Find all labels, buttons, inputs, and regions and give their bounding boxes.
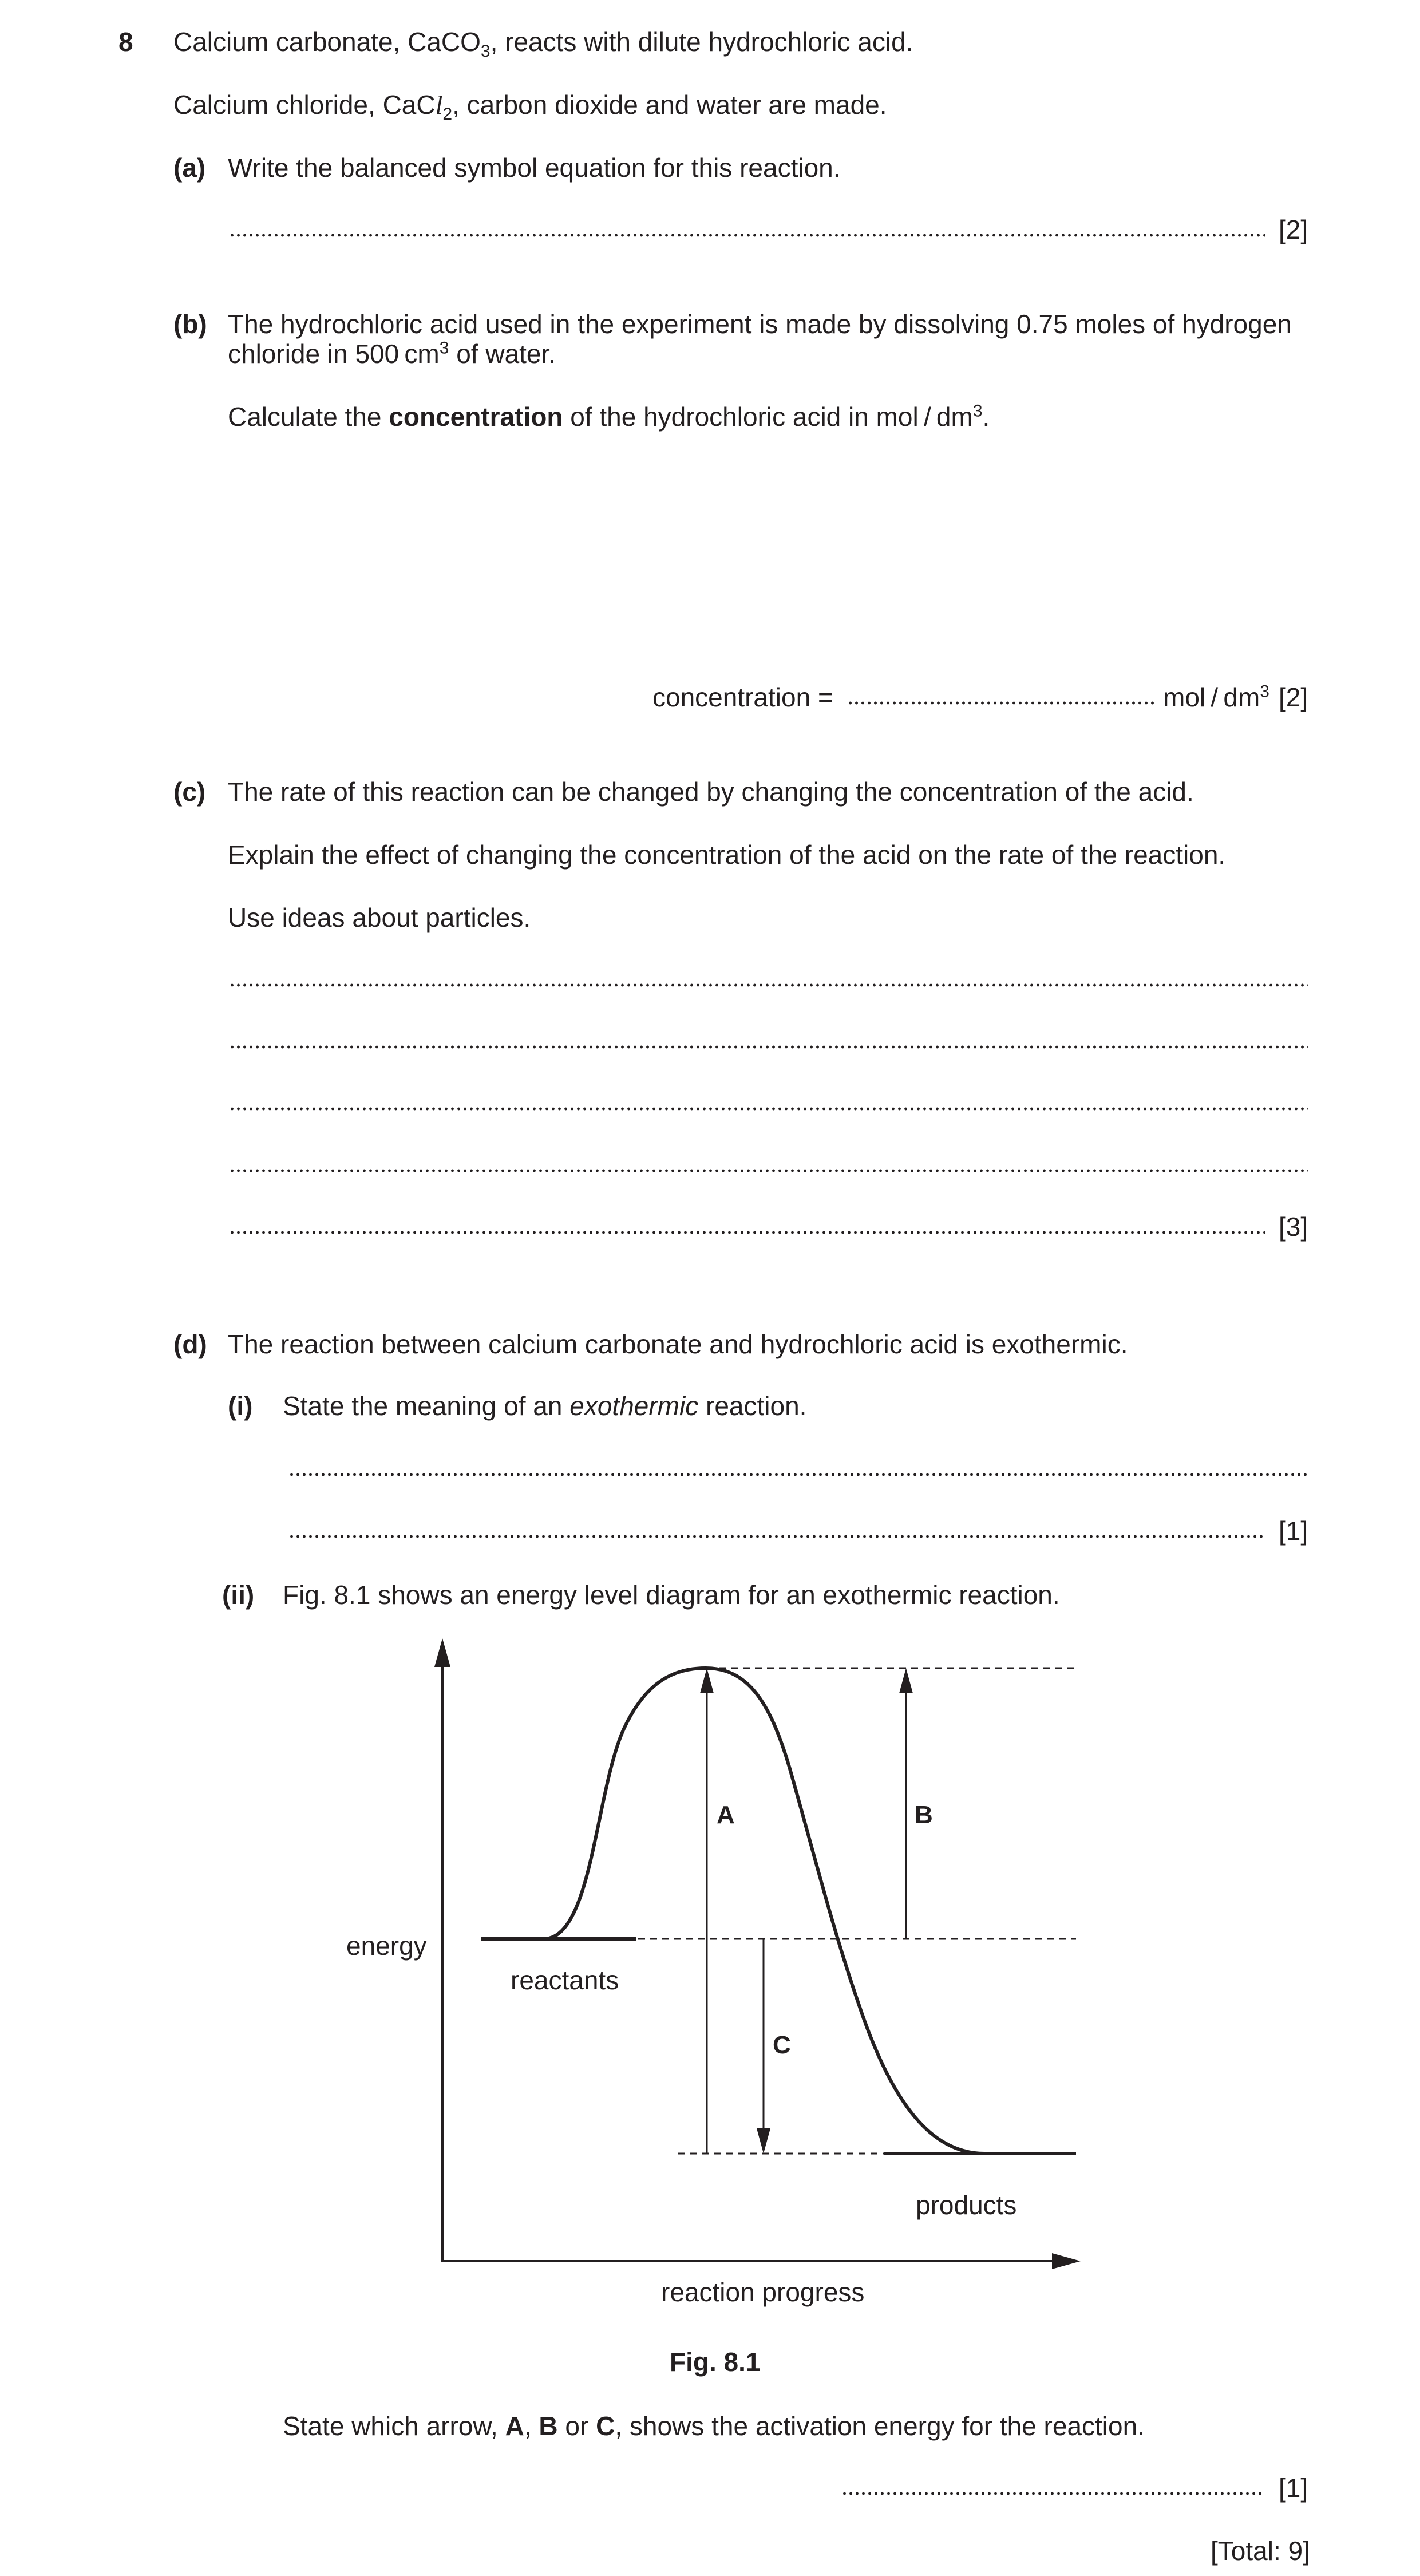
arrow-b — [899, 1668, 913, 1939]
part-c-line-1: The rate of this reaction can be changed by changing the concentration of the acid. — [228, 777, 1194, 807]
figure-caption: Fig. 8.1 — [670, 2347, 761, 2377]
part-d-ii-answer-line[interactable] — [841, 2492, 1265, 2495]
question-number: 8 — [118, 27, 133, 57]
part-b-label: (b) — [173, 309, 207, 339]
reactants-label: reactants — [511, 1965, 619, 1995]
concentration-unit: mol / $dm^3$ — [1163, 682, 1269, 712]
part-c-line-3: Use ideas about particles. — [228, 903, 531, 933]
concentration-label: concentration = — [652, 682, 833, 712]
y-axis — [434, 1638, 450, 2261]
arrow-a — [700, 1668, 714, 2154]
part-d-ii-text: Fig. 8.1 shows an energy level diagram for an exothermic reaction. — [283, 1580, 1060, 1610]
part-b-instruction: Calculate the concentration of the hydrochloric acid in mol / $dm^3$. — [228, 401, 990, 432]
part-c-label: (c) — [173, 777, 206, 807]
part-a-label: (a) — [173, 153, 206, 183]
part-a-marks: [2] — [1279, 215, 1308, 244]
arrow-c-label: C — [773, 2031, 791, 2059]
part-d-text: The reaction between calcium carbonate and hydrochloric acid is exothermic. — [228, 1329, 1128, 1359]
part-b-marks: [2] — [1279, 682, 1308, 712]
part-c-line-2: Explain the effect of changing the concentration of the acid on the rate of the reaction. — [228, 840, 1226, 870]
part-d-i-marks: [1] — [1279, 1516, 1308, 1546]
part-a-text: Write the balanced symbol equation for this reaction. — [228, 153, 841, 183]
question-stem-2: Calcium chloride, CaCl$_2$, carbon dioxide and water are made. — [173, 90, 887, 124]
question-stem-1: Calcium carbonate, CaCO$_3$, reacts with dilute hydrochloric acid. — [173, 27, 913, 61]
part-d-ii-marks: [1] — [1279, 2473, 1308, 2503]
x-axis — [441, 2253, 1081, 2269]
arrow-c — [757, 1939, 770, 2154]
part-d-label: (d) — [173, 1329, 207, 1359]
part-d-i-label: (i) — [228, 1391, 253, 1421]
part-c-marks: [3] — [1279, 1212, 1308, 1242]
part-b-line-2: chloride in 500 $cm^3$ of water. — [228, 338, 556, 369]
arrow-a-label: A — [717, 1801, 735, 1829]
part-d-i-text: State the meaning of an exothermic reaction. — [283, 1391, 807, 1421]
y-axis-label: energy — [346, 1931, 427, 1961]
products-label: products — [916, 2190, 1017, 2220]
part-d-ii-label: (ii) — [222, 1580, 255, 1610]
part-d-ii-question: State which arrow, A, B or C, shows the activation energy for the reaction. — [283, 2411, 1145, 2441]
x-axis-label: reaction progress — [661, 2277, 865, 2307]
total-marks: [Total: 9] — [1211, 2536, 1310, 2566]
part-b-line-1: The hydrochloric acid used in the experiment is made by dissolving 0.75 moles of hydrogen — [228, 309, 1292, 339]
arrow-b-label: B — [915, 1801, 933, 1829]
